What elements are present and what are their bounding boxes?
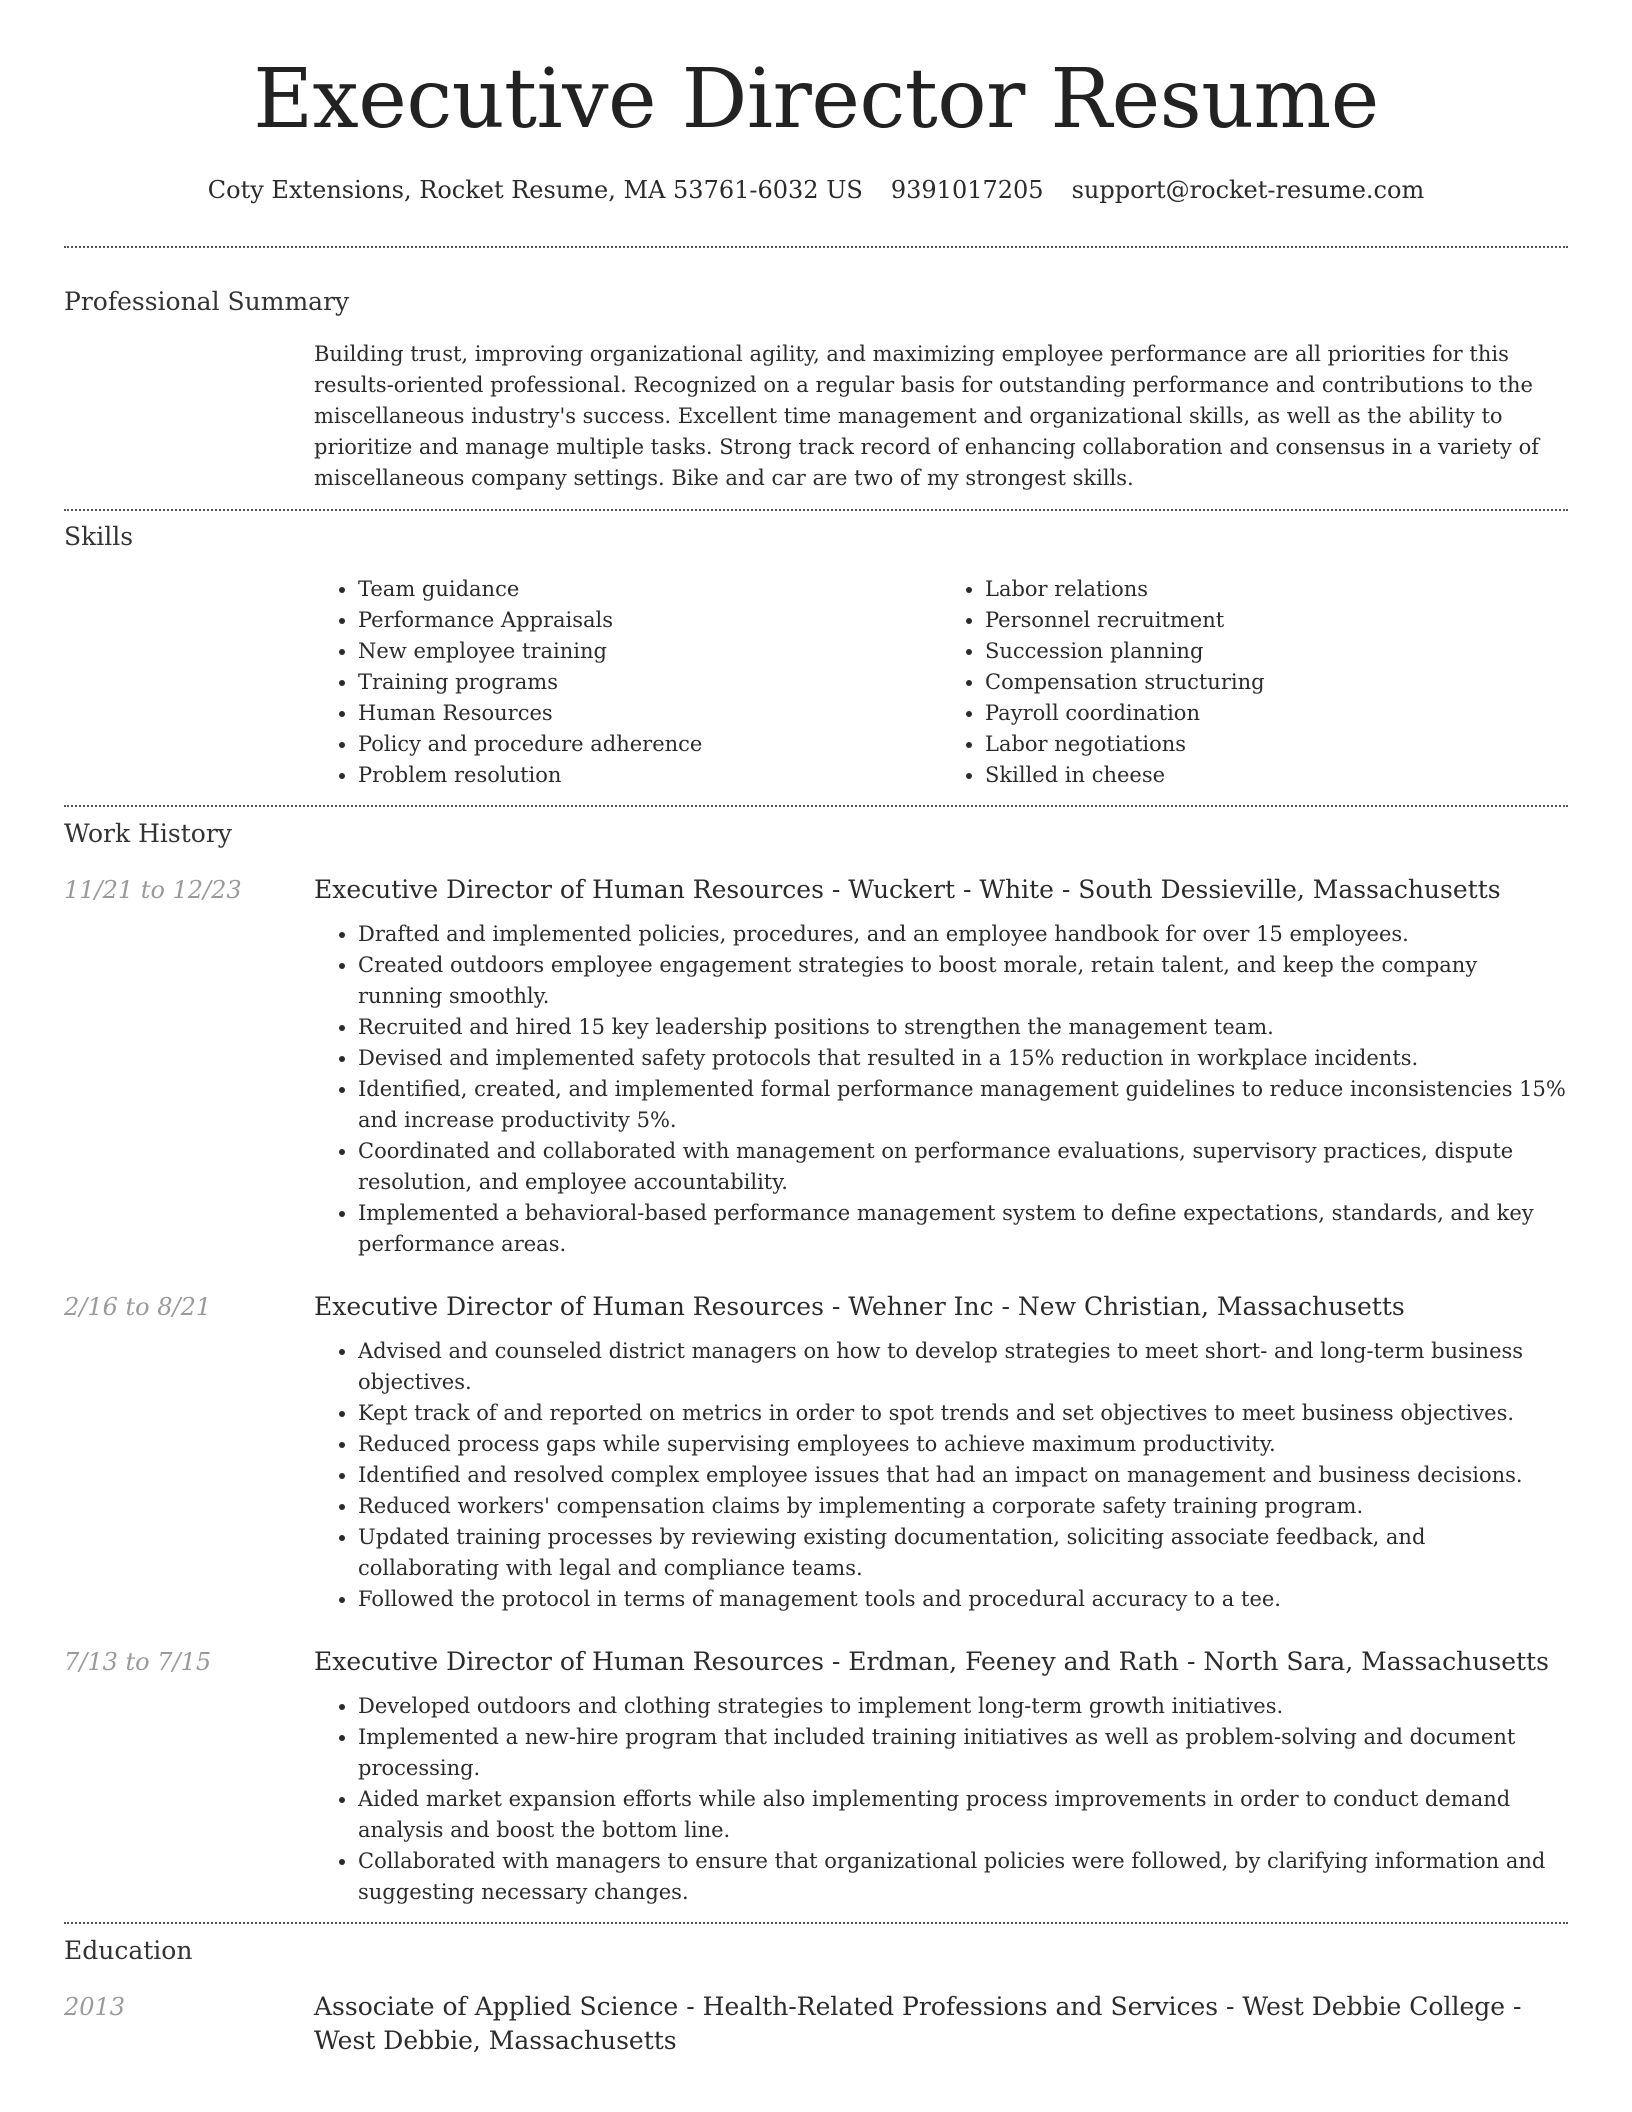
job-dates: 2/16 to 8/21: [64, 1293, 212, 1321]
job-bullet: • Developed outdoors and clothing strategies to implement long-term growth initiatives.: [358, 1691, 1568, 1722]
job-bullet: • Drafted and implemented policies, procedures, and an employee handbook for over 15 employees.: [358, 919, 1568, 950]
skill-item: • Performance Appraisals: [358, 605, 941, 636]
skill-item: • Problem resolution: [358, 760, 941, 791]
section-divider: [64, 1922, 1568, 1924]
job-bullet: • Followed the protocol in terms of management tools and procedural accuracy to a tee.: [358, 1584, 1568, 1615]
section-divider: [64, 246, 1568, 248]
job-bullet: • Coordinated and collaborated with management on performance evaluations, supervisory practices, dispute resolution, and employee accountability.: [358, 1136, 1568, 1198]
job-dates: 11/21 to 12/23: [64, 876, 242, 904]
skill-item: • New employee training: [358, 636, 941, 667]
skill-item: • Human Resources: [358, 698, 941, 729]
job-bullet: • Implemented a behavioral-based performance management system to define expectations, standards, and key performance areas.: [358, 1198, 1568, 1260]
job-bullet: • Aided market expansion efforts while also implementing process improvements in order to conduct demand analysis and boost the bottom line.: [358, 1784, 1568, 1846]
resume-title: Executive Director Resume: [253, 52, 1379, 147]
contact-phone: 9391017205: [890, 176, 1044, 204]
section-divider: [64, 509, 1568, 511]
section-heading-education: Education: [64, 1936, 193, 1965]
skill-item: • Team guidance: [358, 574, 941, 605]
job-bullet: • Kept track of and reported on metrics in order to spot trends and set objectives to meet business objectives.: [358, 1398, 1568, 1429]
summary-text: Building trust, improving organizational agility, and maximizing employee performance are all priorities for this results-oriented professional. Recognized on a regular basis for outstanding performance and contributions to the miscellaneous industry's success. Excellent time management and organizational skills, as well as the ability to prioritize and manage multiple tasks. Strong track record of enhancing collaboration and consensus in a variety of miscellaneous company settings. Bike and car are two of my strongest skills.: [314, 342, 1539, 490]
job-bullet: • Created outdoors employee engagement strategies to boost morale, retain talent, and keep the company running smoothly.: [358, 950, 1568, 1012]
job-bullet: • Identified and resolved complex employee issues that had an impact on management and business decisions.: [358, 1460, 1568, 1491]
section-heading-summary: Professional Summary: [64, 287, 350, 316]
contact-email: support@rocket-resume.com: [1071, 176, 1425, 204]
skill-item: • Labor negotiations: [985, 729, 1568, 760]
skill-item: • Payroll coordination: [985, 698, 1568, 729]
job-bullet: • Updated training processes by reviewing existing documentation, soliciting associate feedback, and collaborating with legal and compliance teams.: [358, 1522, 1568, 1584]
skill-item: • Succession planning: [985, 636, 1568, 667]
job-bullet: • Reduced workers' compensation claims by implementing a corporate safety training program.: [358, 1491, 1568, 1522]
section-heading-skills: Skills: [64, 522, 134, 551]
job-entry: [64, 1290, 1568, 1615]
job-bullet: • Implemented a new-hire program that included training initiatives as well as problem-solving and document processing.: [358, 1722, 1568, 1784]
job-title: Executive Director of Human Resources - Erdman, Feeney and Rath - North Sara, Massachusetts: [314, 1647, 1549, 1676]
job-bullet: • Collaborated with managers to ensure that organizational policies were followed, by clarifying information and suggesting necessary changes.: [358, 1846, 1568, 1908]
skills-grid: [314, 574, 1568, 791]
skills-list-left: [314, 574, 941, 791]
skill-item: • Skilled in cheese: [985, 760, 1568, 791]
job-title: Executive Director of Human Resources - Wehner Inc - New Christian, Massachusetts: [314, 1292, 1405, 1321]
section-heading-work: Work History: [64, 819, 232, 848]
skill-item: • Policy and procedure adherence: [358, 729, 941, 760]
resume-page: [64, 0, 1568, 2058]
job-bullets: [314, 919, 1568, 1260]
skill-item: • Personnel recruitment: [985, 605, 1568, 636]
job-bullet: • Advised and counseled district managers on how to develop strategies to meet short- and long-term business objectives.: [358, 1336, 1568, 1398]
education-title: Associate of Applied Science - Health-Related Professions and Services - West Debbie College - West Debbie, Massachusetts: [314, 1992, 1522, 2055]
education-entry: [64, 1990, 1568, 2058]
job-bullets: [314, 1336, 1568, 1615]
skill-item: • Labor relations: [985, 574, 1568, 605]
job-bullet: • Recruited and hired 15 key leadership positions to strengthen the management team.: [358, 1012, 1568, 1043]
job-entry: [64, 873, 1568, 1260]
skills-list-right: [941, 574, 1568, 791]
job-bullet: • Identified, created, and implemented formal performance management guidelines to reduce inconsistencies 15% and increase productivity 5%.: [358, 1074, 1568, 1136]
job-bullet: • Reduced process gaps while supervising employees to achieve maximum productivity.: [358, 1429, 1568, 1460]
skill-item: • Training programs: [358, 667, 941, 698]
job-bullets: [314, 1691, 1568, 1908]
education-year: 2013: [64, 1993, 126, 2021]
job-title: Executive Director of Human Resources - Wuckert - White - South Dessieville, Massachusetts: [314, 875, 1501, 904]
contact-line: [64, 174, 1568, 206]
job-bullet: • Devised and implemented safety protocols that resulted in a 15% reduction in workplace incidents.: [358, 1043, 1568, 1074]
contact-address: Coty Extensions, Rocket Resume, MA 53761-6032 US: [207, 176, 863, 204]
job-entry: [64, 1645, 1568, 1908]
section-divider: [64, 805, 1568, 807]
job-dates: 7/13 to 7/15: [64, 1648, 212, 1676]
skill-item: • Compensation structuring: [985, 667, 1568, 698]
